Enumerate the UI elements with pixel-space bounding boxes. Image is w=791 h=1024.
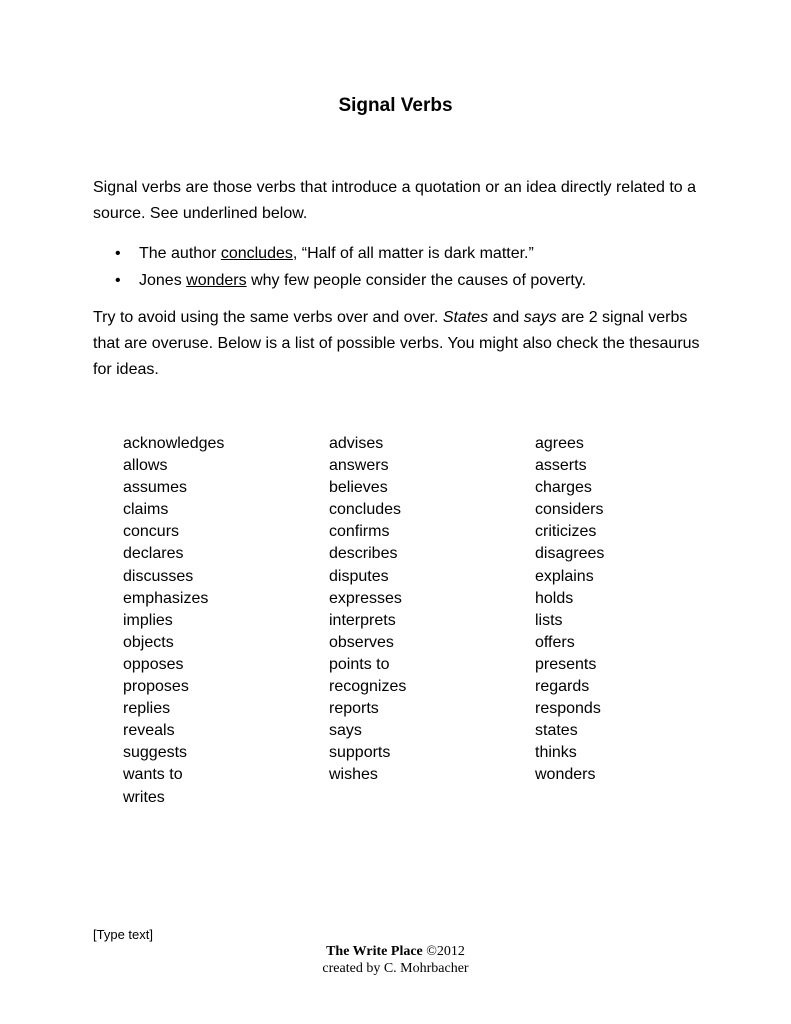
verb-item: opposes	[123, 655, 184, 673]
verb-item: claims	[123, 501, 169, 519]
footer-org: The Write Place	[326, 944, 423, 959]
verb-column-2	[329, 433, 406, 787]
verb-item: disagrees	[535, 545, 605, 563]
verb-item: considers	[535, 501, 604, 519]
verb-item: objects	[123, 633, 174, 651]
verb-item: disputes	[329, 567, 389, 585]
avoid-text-part3: are 2 signal verbs that are overuse. Below is a list of possible verbs. You might also check the thesaurus for ideas.	[93, 309, 700, 378]
verb-column-1	[123, 433, 224, 809]
verb-item: acknowledges	[123, 435, 225, 452]
example-text-before: The author	[139, 245, 221, 262]
verb-item: discusses	[123, 567, 194, 585]
verb-item: states	[535, 722, 578, 740]
bullet-icon: •	[115, 272, 121, 289]
verb-item: wonders	[535, 766, 596, 784]
verb-item: responds	[535, 700, 601, 718]
verb-item: confirms	[329, 523, 390, 541]
verb-item: asserts	[535, 457, 587, 475]
verb-item: writes	[123, 788, 165, 806]
underlined-signal-verb: concludes	[220, 245, 293, 262]
verb-item: interprets	[329, 611, 396, 629]
verb-item: declares	[123, 545, 184, 563]
verb-item: supports	[329, 744, 391, 762]
avoid-text-part1: Try to avoid using the same verbs over and over.	[93, 309, 443, 326]
verb-column-3	[535, 433, 604, 787]
bullet-icon: •	[115, 245, 121, 262]
type-text-placeholder: [Type text]	[93, 927, 153, 942]
verb-item: reports	[329, 700, 379, 718]
footer-credit: created by C. Mohrbacher	[322, 961, 469, 976]
example-text-after: why few people consider the causes of poverty.	[246, 272, 587, 289]
verb-item: describes	[329, 545, 398, 563]
verb-item: observes	[329, 633, 394, 651]
verb-item: answers	[329, 457, 389, 475]
verb-item: implies	[123, 611, 173, 629]
verb-item: suggests	[123, 744, 188, 762]
verb-item: allows	[123, 457, 168, 475]
italic-verb-says: says	[523, 309, 557, 326]
verb-item: emphasizes	[123, 589, 209, 607]
example-text-after: , “Half of all matter is dark matter.”	[292, 245, 534, 262]
verb-item: regards	[535, 678, 590, 696]
verb-item: lists	[535, 611, 563, 629]
verb-item: holds	[535, 589, 574, 607]
verb-item: concludes	[329, 501, 402, 519]
footer	[0, 943, 791, 977]
verb-item: believes	[329, 479, 388, 497]
verb-item: wants to	[123, 766, 183, 784]
verb-item: wishes	[329, 766, 378, 784]
verb-item: expresses	[329, 589, 402, 607]
underlined-signal-verb: wonders	[186, 272, 247, 289]
verb-item: advises	[329, 435, 384, 452]
avoid-paragraph	[93, 305, 713, 383]
verb-item: says	[329, 722, 362, 740]
verb-item: agrees	[535, 435, 584, 452]
verb-item: offers	[535, 633, 575, 651]
verb-item: reveals	[123, 722, 175, 740]
verb-item: points to	[329, 655, 390, 673]
verb-item: concurs	[123, 523, 180, 541]
verb-item: replies	[123, 700, 171, 718]
footer-copyright: ©2012	[422, 944, 465, 959]
list-item	[115, 240, 586, 267]
footer-line-1	[0, 943, 791, 960]
intro-paragraph: Signal verbs are those verbs that introduce a quotation or an idea directly related to a source. See underlined below.	[93, 179, 697, 222]
verb-item: explains	[535, 567, 594, 585]
verb-item: assumes	[123, 479, 188, 497]
verb-item: presents	[535, 655, 597, 673]
verb-item: criticizes	[535, 523, 597, 541]
italic-verb-states: States	[442, 309, 489, 326]
avoid-text-part2: and	[488, 309, 524, 326]
verb-item: charges	[535, 479, 592, 497]
verb-item: thinks	[535, 744, 577, 762]
example-text-before: Jones	[139, 272, 187, 289]
list-item	[115, 267, 586, 294]
verb-item: proposes	[123, 678, 189, 696]
example-list	[115, 240, 586, 294]
page-title: Signal Verbs	[338, 95, 453, 116]
verb-item: recognizes	[329, 678, 407, 696]
